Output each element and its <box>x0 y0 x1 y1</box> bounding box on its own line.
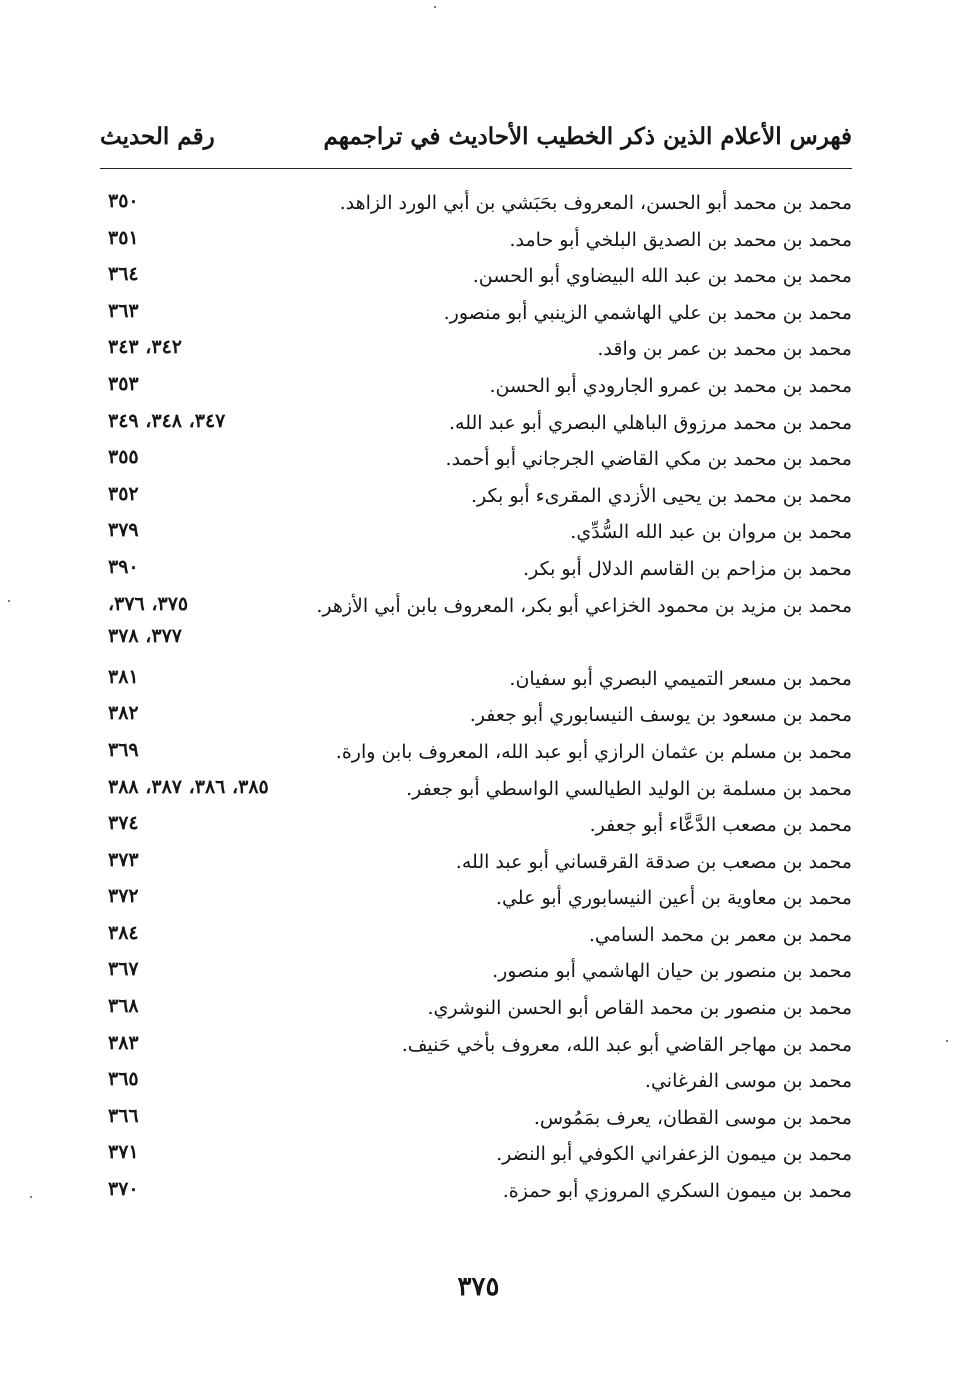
entry-hadith-numbers: ٣٨٢ <box>108 702 139 725</box>
entry-name: محمد بن ميمون الزعفراني الكوفي أبو النضر. <box>496 1143 852 1166</box>
entry-hadith-numbers: ٣٦٧ <box>108 958 139 981</box>
index-entry <box>100 479 852 516</box>
entry-name: محمد بن ميمون السكري المروزي أبو حمزة. <box>502 1180 852 1203</box>
index-entry <box>100 698 852 735</box>
index-title: فهرس الأعلام الذين ذكر الخطيب الأحاديث في تراجمهم <box>323 123 852 150</box>
entry-name: محمد بن محمد بن عمر بن واقد. <box>597 338 852 361</box>
entry-name: محمد بن منصور بن حيان الهاشمي أبو منصور. <box>492 960 852 983</box>
index-entry-continuation <box>100 625 852 662</box>
index-entry <box>100 369 852 406</box>
entry-hadith-numbers: ٣٨٥، ٣٨٦، ٣٨٧، ٣٨٨ <box>108 775 269 798</box>
entry-name: محمد بن مسعر التميمي البصري أبو سفيان. <box>509 667 852 690</box>
entry-name: محمد بن معاوية بن أعين النيسابوري أبو علي. <box>495 887 852 910</box>
header-divider <box>100 168 852 169</box>
index-entry <box>100 186 852 223</box>
entry-name: محمد بن محمد بن عبد الله البيضاوي أبو الحسن. <box>472 265 852 288</box>
index-entry <box>100 954 852 991</box>
index-entry <box>100 332 852 369</box>
entry-name: محمد بن مزيد بن محمود الخزاعي أبو بكر، المعروف بابن أبي الأزهر. <box>316 594 852 617</box>
index-entry <box>100 845 852 882</box>
index-entry <box>100 442 852 479</box>
entry-hadith-numbers: ٣٧٠ <box>108 1178 139 1201</box>
entry-hadith-numbers: ٣٥٠ <box>108 190 139 212</box>
index-entry <box>100 1137 852 1174</box>
entry-hadith-numbers: ٣٦٨ <box>108 995 139 1018</box>
entry-hadith-numbers: ٣٨٣ <box>108 1031 139 1054</box>
running-header <box>100 117 852 161</box>
index-entry <box>100 808 852 845</box>
entry-hadith-numbers: ٣٤٧، ٣٤٨، ٣٤٩ <box>108 409 226 432</box>
index-entries <box>100 186 852 1238</box>
entry-hadith-numbers: ٣٧٢ <box>108 885 139 908</box>
entry-hadith-numbers: ٣٦٣ <box>108 299 139 322</box>
entry-name: محمد بن مهاجر القاضي أبو عبد الله، معروف بأخي حَنيف. <box>401 1033 852 1056</box>
entry-hadith-numbers: ٣٥٢ <box>108 482 139 505</box>
entry-name: محمد بن مسلمة بن الوليد الطيالسي الواسطي أبو جعفر. <box>406 777 852 800</box>
entry-hadith-numbers: ٣٦٦ <box>108 1104 139 1127</box>
entry-hadith-numbers: ٣٨١ <box>108 665 139 688</box>
hadith-number-column-label: رقم الحديث <box>100 123 215 150</box>
index-entry <box>100 223 852 260</box>
entry-hadith-numbers: ٣٧٥، ٣٧٦، <box>108 592 189 615</box>
index-entry <box>100 881 852 918</box>
entry-hadith-numbers: ٣٥٥ <box>108 446 139 469</box>
index-entry <box>100 1101 852 1138</box>
index-entry <box>100 1174 852 1211</box>
entry-hadith-numbers: ٣٤٢، ٣٤٣ <box>108 336 182 359</box>
entry-name: محمد بن محمد مرزوق الباهلي البصري أبو عبد الله. <box>449 411 852 434</box>
entry-name: محمد بن محمد بن الصديق البلخي أبو حامد. <box>509 228 852 251</box>
entry-name: محمد بن مسعود بن يوسف النيسابوري أبو جعفر. <box>469 704 852 727</box>
index-entry <box>100 296 852 333</box>
entry-name: محمد بن مزاحم بن القاسم الدلال أبو بكر. <box>523 557 852 580</box>
entry-name: محمد بن محمد بن عمرو الجارودي أبو الحسن. <box>489 374 852 397</box>
entry-hadith-numbers: ٣٦٥ <box>108 1068 139 1091</box>
entry-name: محمد بن محمد أبو الحسن، المعروف بحَبَشي بن أبي الورد الزاهد. <box>339 192 852 214</box>
index-entry <box>100 406 852 443</box>
entry-name: محمد بن موسى القطان، يعرف بمَمُوس. <box>533 1106 852 1129</box>
scan-speck <box>30 1196 32 1198</box>
entry-name: محمد بن مروان بن عبد الله السُّدِّي. <box>570 521 852 544</box>
index-entry <box>100 991 852 1028</box>
entry-name: محمد بن مصعب الدَّعَّاء أبو جعفر. <box>589 814 852 837</box>
entry-hadith-numbers: ٣٧٩ <box>108 519 139 542</box>
entry-name: محمد بن منصور بن محمد القاص أبو الحسن النوشري. <box>427 997 852 1020</box>
index-entry <box>100 918 852 955</box>
entry-name: محمد بن مسلم بن عثمان الرازي أبو عبد الله، المعروف بابن وارة. <box>335 740 852 763</box>
entry-hadith-numbers: ٣٨٤ <box>108 921 139 944</box>
index-entry <box>100 259 852 296</box>
entry-hadith-numbers: ٣٩٠ <box>108 555 139 578</box>
entry-name: محمد بن مصعب بن صدقة القرقساني أبو عبد الله. <box>455 850 852 873</box>
scan-speck <box>8 600 10 602</box>
index-entry <box>100 515 852 552</box>
entry-hadith-numbers: ٣٧٤ <box>108 812 139 835</box>
entry-hadith-numbers: ٣٧٧، ٣٧٨ <box>108 625 182 648</box>
entry-hadith-numbers: ٣٦٤ <box>108 263 139 286</box>
entry-name: محمد بن محمد بن مكي القاضي الجرجاني أبو أحمد. <box>445 448 852 471</box>
index-entry <box>100 662 852 699</box>
entry-name: محمد بن معمر بن محمد السامي. <box>588 923 852 946</box>
entry-name: محمد بن موسى الفرغاني. <box>644 1070 852 1093</box>
entry-hadith-numbers: ٣٥٣ <box>108 372 139 395</box>
index-entry <box>100 589 852 626</box>
entry-hadith-numbers: ٣٧١ <box>108 1141 139 1164</box>
entry-hadith-numbers: ٣٥١ <box>108 226 139 249</box>
index-entry <box>100 552 852 589</box>
index-entry <box>100 735 852 772</box>
index-entry <box>100 772 852 809</box>
entry-hadith-numbers: ٣٦٩ <box>108 738 139 761</box>
entry-hadith-numbers: ٣٧٣ <box>108 848 139 871</box>
page-number: ٣٧٥ <box>457 1272 500 1302</box>
index-entry <box>100 1064 852 1101</box>
entry-name: محمد بن محمد بن علي الهاشمي الزينبي أبو منصور. <box>443 301 852 324</box>
index-entry <box>100 1028 852 1065</box>
entry-name: محمد بن محمد بن يحيى الأزدي المقرىء أبو بكر. <box>470 484 852 507</box>
scan-speck <box>434 6 436 8</box>
scan-speck <box>946 1040 948 1042</box>
